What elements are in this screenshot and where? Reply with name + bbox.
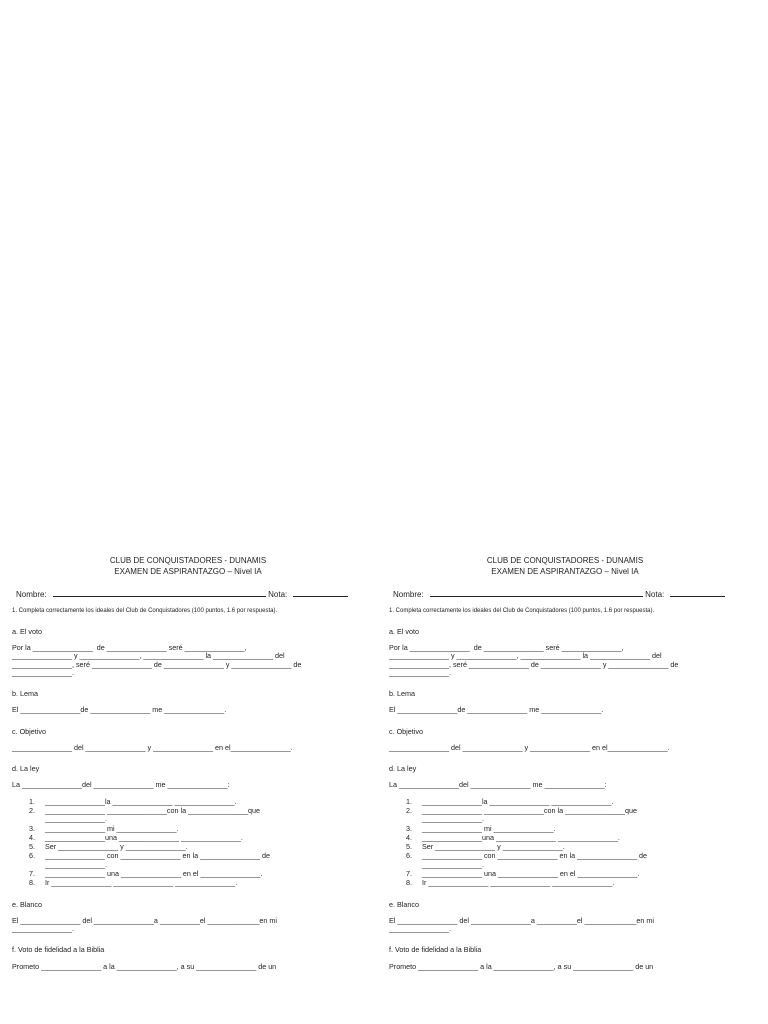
section-objetivo-text: _______________ del _______________ y _______________ en el_______________. [12,742,293,752]
nombre-blank[interactable] [53,596,266,597]
nota-label: Nota: [645,589,665,599]
section-biblia-title: f. Voto de fidelidad a la Biblia [389,945,482,955]
law-list [389,798,741,888]
section-lema-text: El _______________de _______________ me _______________. [12,705,227,715]
list-item: 8. Ir _______________ _______________ _______________. [29,878,238,888]
exam-sheet-left [12,556,364,1024]
list-item: 4. _______________una _______________ _______________. [406,832,620,842]
section-ley-title: d. La ley [389,764,417,774]
section-biblia-title: f. Voto de fidelidad a la Biblia [12,945,105,955]
section-biblia-text: Prometo _______________ a la _______________, a su _______________ de un [389,961,654,971]
list-item: 1. _______________la _______________ _______________. [406,796,614,806]
nota-blank[interactable] [293,596,348,597]
exam-sheet-right [389,556,741,1024]
club-title: CLUB DE CONQUISTADORES - DUNAMIS [109,556,267,565]
list-item: 7. _______________ una _______________ en el _______________. [406,869,640,879]
name-grade-line [393,590,741,599]
exam-title: EXAMEN DE ASPIRANTAZGO – Nivel IA [114,566,262,576]
law-list [12,798,364,888]
section-voto-text: Por la _______________ de _______________ seré _______________, _______________ y _______________, _______________ la _______________ del _______________, seré _______________ de _______________ y _______________ de _______________. [12,642,302,677]
section-blanco-text: El _______________ del _______________a __________el _____________en mi _______________. [12,915,277,934]
list-item: 1. _______________la _______________ _______________. [29,796,237,806]
exam-title: EXAMEN DE ASPIRANTAZGO – Nivel IA [491,566,639,576]
list-item: 2. _______________ _______________con la _______________que _______________. [406,806,638,824]
instruction-text: 1. Completa correctamente los ideales del Club de Conquistadores (100 puntos, 1.6 por respuesta). [389,607,655,614]
name-grade-line [16,590,364,599]
section-biblia-text: Prometo _______________ a la _______________, a su _______________ de un [12,961,277,971]
section-lema-title: b. Lema [12,689,38,699]
section-objetivo-title: c. Objetivo [389,726,423,736]
list-item: 4. _______________una _______________ _______________. [29,832,243,842]
list-item: 7. _______________ una _______________ en el _______________. [29,869,263,879]
club-title: CLUB DE CONQUISTADORES - DUNAMIS [486,556,644,565]
nota-blank[interactable] [670,596,725,597]
nombre-label: Nombre: [16,589,47,599]
instruction-text: 1. Completa correctamente los ideales del Club de Conquistadores (100 puntos, 1.6 por respuesta). [12,607,278,614]
list-item: 6. _______________ con _______________ en la _______________ de _______________. [406,851,648,869]
list-item: 8. Ir _______________ _______________ _______________. [406,878,615,888]
section-blanco-text: El _______________ del _______________a __________el _____________en mi _______________. [389,915,654,934]
nota-label: Nota: [268,589,288,599]
section-voto-text: Por la _______________ de _______________ seré _______________, _______________ y _______________, _______________ la _______________ del _______________, seré _______________ de _______________ y _______________ de _______________. [389,642,679,677]
nombre-blank[interactable] [430,596,643,597]
section-lema-title: b. Lema [389,689,415,699]
list-item: 6. _______________ con _______________ en la _______________ de _______________. [29,851,271,869]
section-ley-intro: La _______________del _______________ me _______________: [389,780,607,790]
list-item: 2. _______________ _______________con la _______________que _______________. [29,806,261,824]
section-objetivo-text: _______________ del _______________ y _______________ en el_______________. [389,742,670,752]
list-item: 5. Ser _______________ y _______________. [29,842,188,852]
section-ley-intro: La _______________del _______________ me _______________: [12,780,230,790]
section-lema-text: El _______________de _______________ me _______________. [389,705,604,715]
section-blanco-title: e. Blanco [12,899,42,909]
section-blanco-title: e. Blanco [389,899,419,909]
list-item: 5. Ser _______________ y _______________. [406,842,565,852]
section-voto-title: a. El voto [12,626,42,636]
list-item: 3. _______________ mi _______________. [406,823,556,833]
nombre-label: Nombre: [393,589,424,599]
section-voto-title: a. El voto [389,626,419,636]
list-item: 3. _______________ mi _______________. [29,823,179,833]
section-ley-title: d. La ley [12,764,40,774]
section-objetivo-title: c. Objetivo [12,726,46,736]
